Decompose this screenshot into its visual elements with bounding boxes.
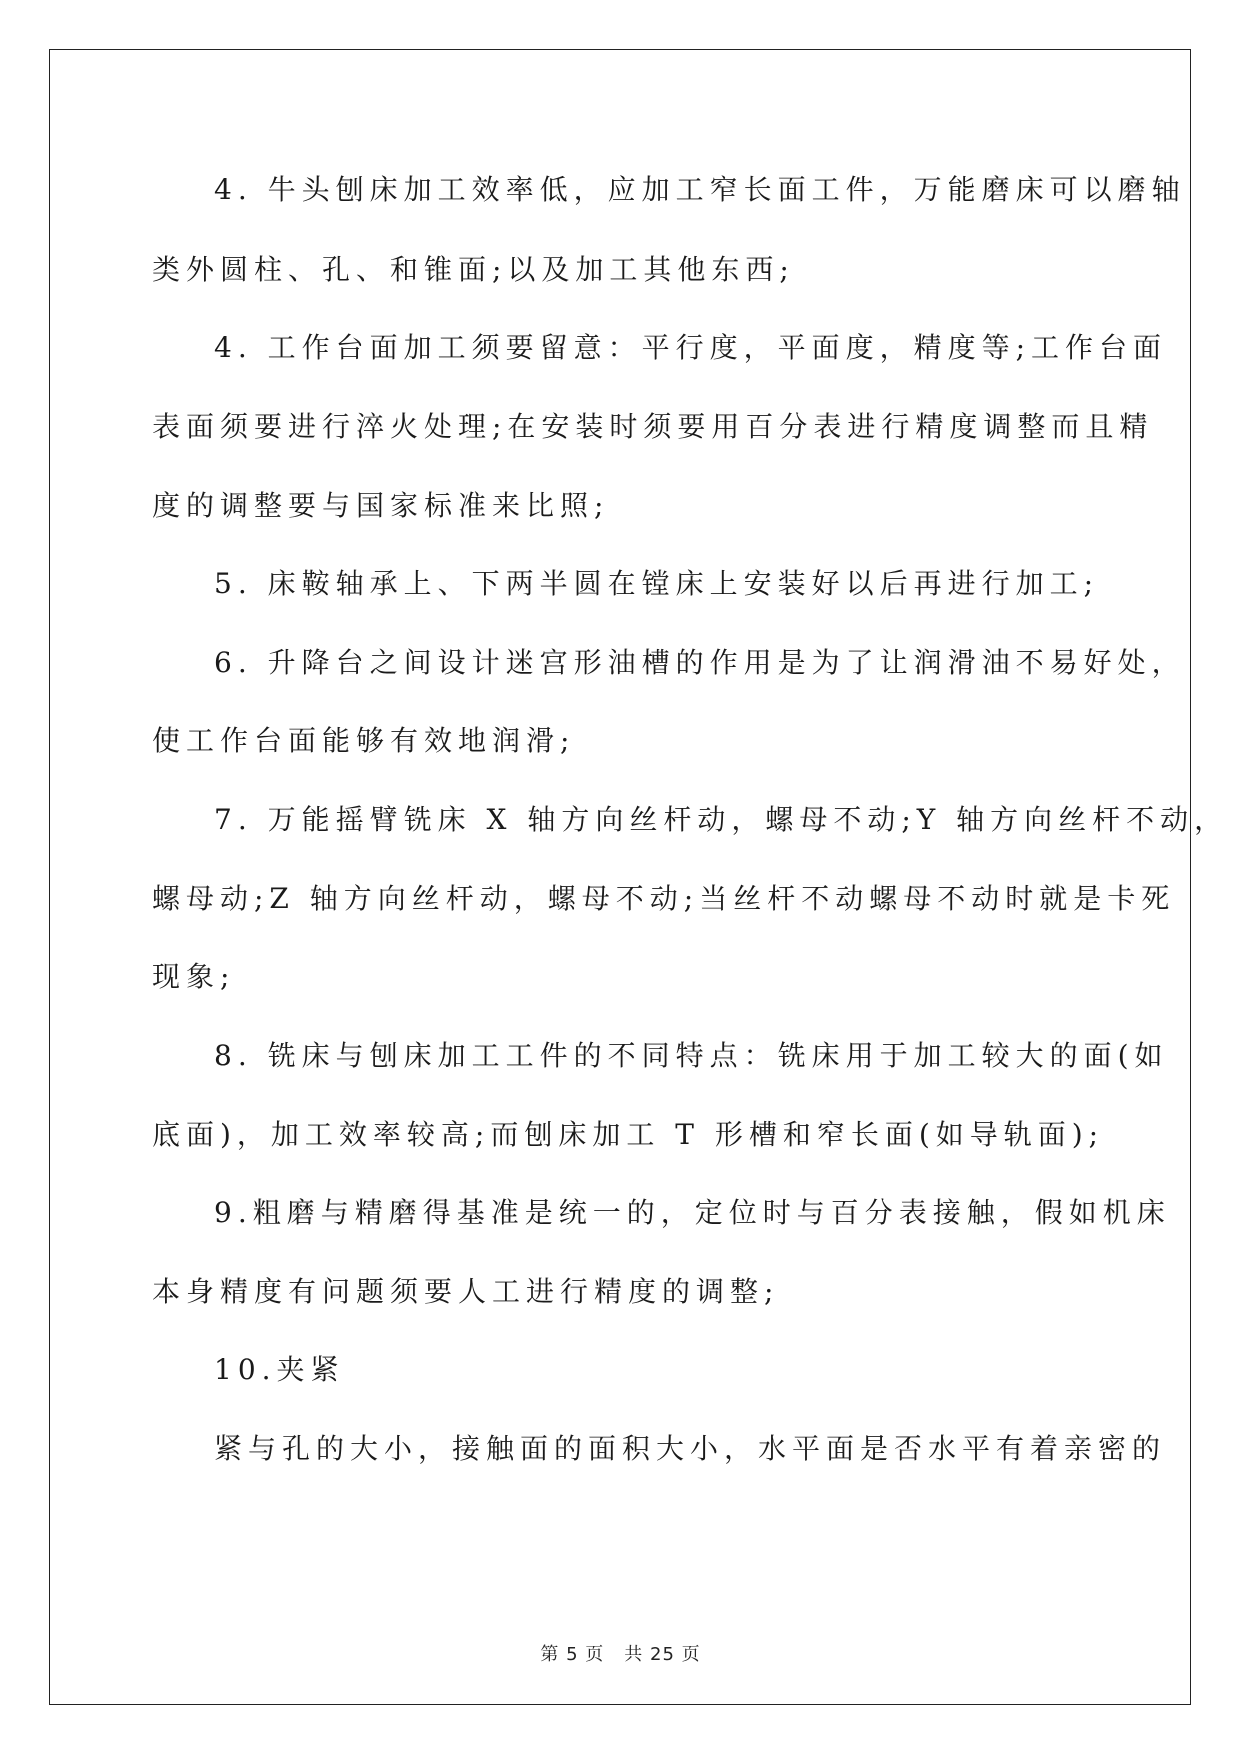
paragraph-line: 7. 万能摇臂铣床 X 轴方向丝杆动，螺母不动;Y 轴方向丝杆不动， [214,803,1229,836]
paragraph-line: 9.粗磨与精磨得基准是统一的，定位时与百分表接触，假如机床 [214,1196,1171,1229]
paragraph-line: 表面须要进行淬火处理;在安装时须要用百分表进行精度调整而且精 [152,410,1154,443]
paragraph-line: 6. 升降台之间设计迷宫形油槽的作用是为了让润滑油不易好处， [214,646,1186,679]
paragraph-line: 5. 床鞍轴承上、下两半圆在镗床上安装好以后再进行加工; [214,567,1100,600]
page-number: 第 5 页 [540,1644,605,1665]
paragraph-line: 使工作台面能够有效地润滑; [152,724,576,757]
paragraph-line: 度的调整要与国家标准来比照; [152,489,610,522]
page-footer [0,1640,1241,1666]
paragraph-line: 类外圆柱、孔、和锥面;以及加工其他东西; [152,253,795,286]
paragraph-line: 现象; [152,960,236,993]
paragraph-line: 4. 牛头刨床加工效率低，应加工窄长面工件，万能磨床可以磨轴 [214,173,1186,206]
paragraph-line: 底面)，加工效率较高;而刨床加工 T 形槽和窄长面(如导轨面); [152,1118,1105,1151]
paragraph-line: 螺母动;Z 轴方向丝杆动，螺母不动;当丝杆不动螺母不动时就是卡死 [152,882,1176,915]
paragraph-line: 本身精度有问题须要人工进行精度的调整; [152,1275,780,1308]
paragraph-line: 10.夹紧 [214,1353,345,1386]
page-total: 共 25 页 [624,1644,701,1665]
paragraph-line: 紧与孔的大小，接触面的面积大小，水平面是否水平有着亲密的 [214,1432,1167,1465]
paragraph-line: 4. 工作台面加工须要留意：平行度，平面度，精度等;工作台面 [214,331,1168,364]
paragraph-line: 8. 铣床与刨床加工工件的不同特点：铣床用于加工较大的面(如 [214,1039,1169,1072]
